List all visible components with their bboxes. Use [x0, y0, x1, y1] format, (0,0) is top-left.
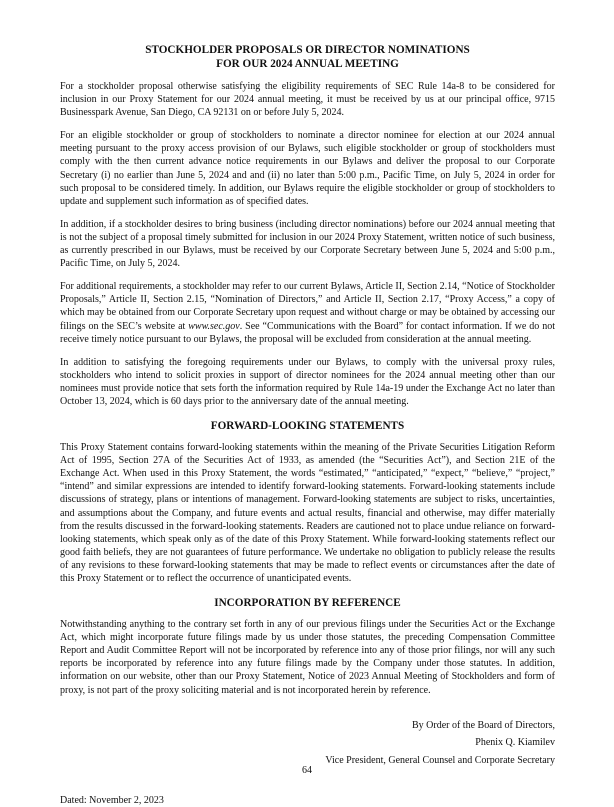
signature-title: Vice President, General Counsel and Corporate Secretary	[325, 754, 555, 766]
forward-looking-section	[60, 419, 555, 585]
signature-order-line: By Order of the Board of Directors,	[411, 719, 555, 731]
sec-website-link[interactable]: www.sec.gov	[188, 320, 240, 332]
paragraph-forward-looking: This Proxy Statement contains forward-looking statements within the meaning of the Private Securities Litigation Reform Act of 1995, Section 27A of the Securities Act of 1933, as amended (the “Securities Act”), and Section 21E of the Exchange Act. When used in this Proxy Statement, the words “estimated,” “anticipated,” “expect,” “believe,” “project,” “intend” and similar expressions are intended to identify forward-looking statements. Forward-looking statements include discussions of strategy, plans or intentions of management. Forward-looking statements are subject to risks, uncertainties, and assumptions about the Company, and future events and actual results, financial and otherwise, may differ materially from the results discussed in the forward-looking statements. Readers are cautioned not to place undue reliance on forward-looking statements, which speak only as of the date of this Proxy Statement. While forward-looking statements reflect our good faith beliefs, they are not guarantees of future performance. We undertake no obligation to publicly release the results of any revisions to these forward-looking statements that may be made to reflect events or circumstances after the date of this Proxy Statement or to reflect the occurrence of unanticipated events.	[60, 442, 555, 584]
incorporation-section	[60, 596, 555, 697]
page-title-line-1: STOCKHOLDER PROPOSALS OR DIRECTOR NOMINATIONS	[145, 44, 470, 56]
paragraph-additional-requirements	[60, 280, 555, 345]
signature-name: Phenix Q. Kiamilev	[475, 737, 555, 749]
forward-looking-heading: FORWARD-LOOKING STATEMENTS	[210, 420, 405, 433]
paragraph-proxy-access: For an eligible stockholder or group of stockholders to nominate a director nominee for election at our 2024 annual meeting pursuant to the proxy access provision of our Bylaws, such eligible stockholder or group of stockholders must comply with the then current advance notice requirements in our Bylaws and deliver the proposal to our Corporate Secretary (i) no earlier than June 5, 2024 and and (ii) no later than 5:00 p.m., Pacific Time, on July 5, 2024 in order for such proposal to be considered timely. In addition, our Bylaws require the eligible stockholder or group of stockholders to update and supplement such information as of specified dates.	[60, 130, 555, 207]
page-title-line-2: FOR OUR 2024 ANNUAL MEETING	[216, 58, 399, 70]
dated-line: Dated: November 2, 2023	[60, 795, 164, 807]
incorporation-heading: INCORPORATION BY REFERENCE	[214, 597, 401, 610]
paragraph-universal-proxy: In addition to satisfying the foregoing requirements under our Bylaws, to comply with the universal proxy rules, stockholders who intend to solicit proxies in support of director nominees for the 2024 annual meeting other than our nominees must provide notice that sets forth the information required by Rule 14a-19 under the Exchange Act no later than October 13, 2024, which is 60 days prior to the anniversary date of the annual meeting.	[60, 356, 555, 407]
document-page	[60, 43, 555, 807]
signature-block	[60, 717, 555, 770]
stockholder-proposals-section	[60, 80, 555, 408]
page-title	[60, 43, 555, 71]
page-number: 64	[302, 765, 312, 776]
paragraph-incorporation: Notwithstanding anything to the contrary set forth in any of our previous filings under the Securities Act or the Exchange Act, which might incorporate future filings made by us under those statutes, the preceding Compensation Committee Report and Audit Committee Report will not be incorporated by reference into any of those prior filings, nor will any such reports be incorporated by reference into any future filings made by the Company under those statutes. In addition, information on our website, other than our Proxy Statement, Notice of 2023 Annual Meeting of Stockholders and form of proxy, is not part of the proxy soliciting material and is not incorporated herein by reference.	[60, 619, 555, 696]
paragraph-rule-14a-8: For a stockholder proposal otherwise satisfying the eligibility requirements of SEC Rule 14a-8 to be considered for inclusion in our Proxy Statement for our 2024 annual meeting, it must be received by us at our principal office, 9715 Businesspark Avenue, San Diego, CA 92131 on or before July 5, 2024.	[60, 81, 555, 119]
paragraph-advance-notice: In addition, if a stockholder desires to bring business (including director nominations) before our 2024 annual meeting that is not the subject of a proposal timely submitted for inclusion in our 2024 Proxy Statement, written notice of such business, as currently prescribed in our Bylaws, must be received by our Corporate Secretary between June 5, 2024 and 5:00 p.m., Pacific Time, on July 5, 2024.	[60, 218, 555, 270]
additional-requirements-text-1: For additional requirements, a stockholder may refer to our current Bylaws, Article II, Section 2.14, “Notice of Stockholder Proposals,” Article II, Section 2.15, “Nomination of Directors,” and Article II, Section 2.17, “Proxy Access,” a copy of which may be obtained from our Corporate Secretary upon request and without charge or may be obtained by accessing our filings on the SEC’s website at	[60, 281, 555, 332]
additional-requirements-text-2: . See “Communications with the Board” for contact information. If we do not receive timely notice pursuant to our Bylaws, the proposal will be excluded from consideration at the annual meeting.	[60, 320, 556, 345]
